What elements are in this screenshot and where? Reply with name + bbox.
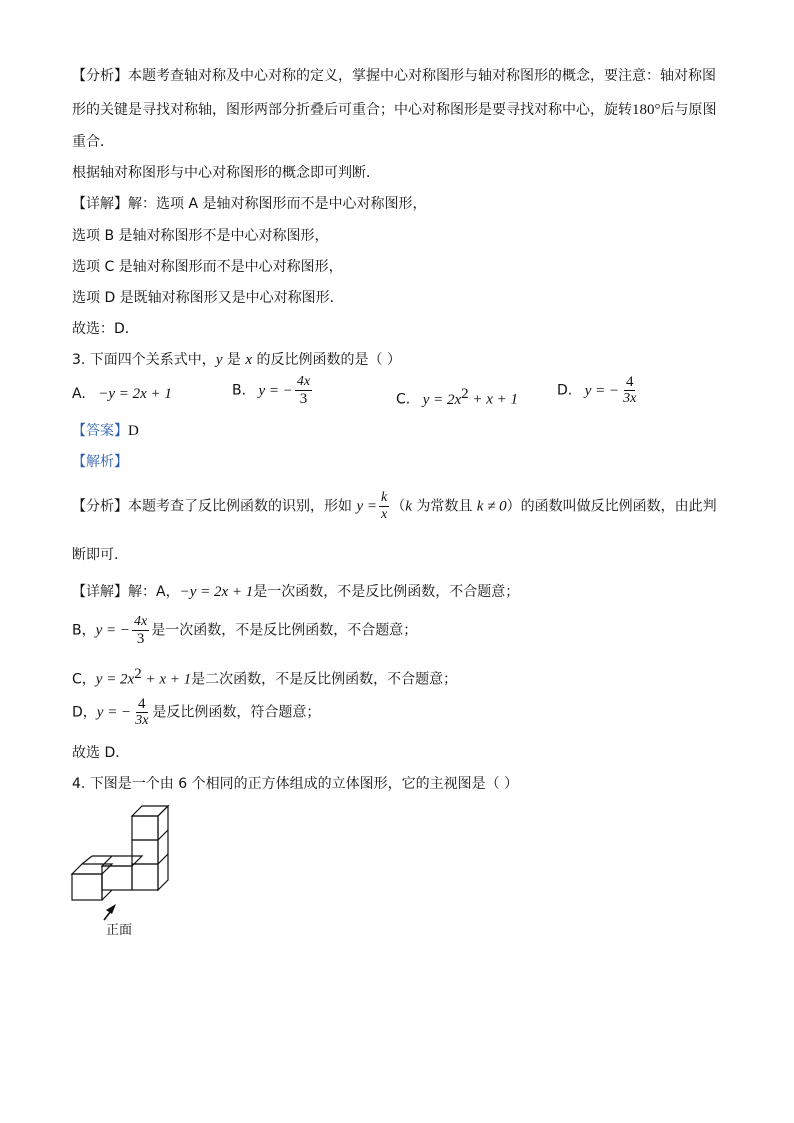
var-y: y	[215, 352, 223, 368]
stem-text: 3. 下面四个关系式中，	[72, 352, 216, 368]
fraction	[133, 696, 150, 729]
option-c	[396, 384, 518, 410]
numerator: 4x	[134, 614, 148, 629]
numerator: 4	[625, 374, 634, 390]
exponent: 2	[461, 386, 469, 402]
fraction	[379, 490, 389, 523]
option-label: B.	[232, 382, 247, 399]
detail-text: C，	[72, 671, 96, 688]
numerator: 4	[138, 696, 146, 712]
cube-face	[132, 864, 158, 890]
front-label: 正面	[106, 923, 133, 938]
answer-tag: 【答案】	[72, 423, 128, 439]
answer-line	[72, 421, 139, 441]
analysis-text: 为常数且	[411, 498, 477, 515]
analysis-line-4: 根据轴对称图形与中心对称图形的概念即可判断．	[72, 165, 380, 181]
detail-tag: 【详解】	[72, 196, 128, 212]
analysis-tag: 【分析】	[72, 68, 128, 84]
analysis-text: 形的关键是寻找对称轴，图形两部分折叠后可重合；中心对称图形是要寻找对称中心，旋转	[72, 102, 632, 118]
math-expr: + x + 1	[141, 671, 192, 688]
fraction	[132, 614, 149, 647]
math-expr: −y = 2x + 1	[179, 584, 254, 600]
answer-value: D	[128, 423, 139, 439]
math-expr: y = 2x	[95, 671, 135, 688]
math-expr: y = −	[96, 704, 132, 721]
denominator: 3x	[623, 391, 637, 406]
analysis-text: 后与原图	[660, 102, 717, 118]
analysis-line-2	[72, 100, 717, 120]
detail-text: D，	[72, 704, 97, 721]
analysis-line-3: 重合．	[72, 134, 114, 150]
denominator: 3x	[135, 713, 149, 728]
option-d	[557, 374, 640, 407]
option-a	[72, 384, 172, 404]
detail-text: 是一次函数，不是反比例函数，不合题意；	[253, 584, 520, 600]
numerator: 4x	[296, 374, 311, 389]
question-4-stem: 4. 下图是一个由 6 个相同的正方体组成的立体图形，它的主视图是（ ）	[72, 776, 519, 792]
cube-figure	[66, 800, 176, 940]
analysis-text: （	[391, 498, 406, 515]
numerator: k	[380, 490, 388, 505]
cube-face	[72, 874, 102, 900]
cube-side	[158, 806, 168, 890]
option-expr: y = −	[584, 382, 620, 399]
fraction	[295, 374, 312, 407]
option-expr: + x + 1	[468, 391, 519, 408]
option-label: A.	[72, 386, 86, 402]
analysis-line-1	[72, 66, 716, 86]
stem-text: 是	[222, 352, 246, 368]
cube-face	[132, 816, 158, 840]
detail-choice: 故选：D．	[72, 321, 139, 337]
cube-face	[132, 840, 158, 864]
analysis-text: ）的函数叫做反比例函数，由此判	[506, 498, 717, 515]
detail-line-1	[72, 194, 426, 214]
analysis-tag: 【分析】	[72, 498, 128, 515]
analysis-text: 本题考查轴对称及中心对称的定义，掌握中心对称图形与轴对称图形的概念，要注意：轴对称图	[128, 68, 716, 84]
analysis-text: 本题考查了反比例函数的识别，形如	[128, 498, 357, 515]
detail-line-2: 选项 B 是轴对称图形不是中心对称图形，	[72, 228, 329, 244]
detail3-choice: 故选 D．	[72, 745, 130, 761]
fraction	[621, 374, 638, 407]
detail-text: B，	[72, 622, 96, 639]
option-expr: y = 2x	[422, 391, 462, 408]
math-expr: y = −	[95, 622, 131, 639]
question-3-stem	[72, 350, 401, 370]
detail-line-4: 选项 D 是既轴对称图形又是中心对称图形．	[72, 290, 344, 306]
detail-text: 是二次函数，不是反比例函数，不合题意；	[191, 671, 458, 688]
detail-line-3: 选项 C 是轴对称图形而不是中心对称图形，	[72, 259, 343, 275]
option-expr: y = −	[258, 382, 293, 399]
detail-text: 是一次函数，不是反比例函数，不合题意；	[151, 622, 418, 639]
option-label: D.	[557, 382, 573, 399]
denominator: 3	[136, 631, 145, 647]
var-k: k	[405, 498, 412, 515]
detail-text: 解：选项 A 是轴对称图形而不是中心对称图形，	[128, 196, 427, 212]
detail-text: 解：A，	[128, 584, 180, 600]
math-expr: k ≠ 0	[476, 498, 507, 515]
detail3-line-a	[72, 582, 519, 602]
denominator: 3	[299, 391, 308, 407]
exponent: 2	[134, 666, 142, 682]
stem-text: 的反比例函数的是（ ）	[252, 352, 401, 368]
jiexi-tag: 【解析】	[72, 454, 128, 470]
denominator: x	[380, 507, 388, 522]
arrow-icon	[106, 904, 116, 914]
math-expr: y =	[356, 498, 377, 515]
analysis3-line-1	[72, 490, 717, 523]
degree-value: 180°	[632, 102, 661, 118]
jiexi-line	[72, 452, 128, 472]
var-x: x	[245, 352, 253, 368]
option-b	[232, 374, 314, 407]
detail-tag: 【详解】	[72, 584, 128, 600]
option-expr: −y = 2x + 1	[98, 386, 172, 402]
detail3-line-d	[72, 696, 320, 729]
option-label: C.	[396, 391, 411, 408]
detail-text: 是反比例函数，符合题意；	[152, 704, 321, 721]
detail3-line-c	[72, 664, 457, 690]
detail3-line-b	[72, 614, 417, 647]
analysis3-line-2: 断即可．	[72, 547, 128, 563]
